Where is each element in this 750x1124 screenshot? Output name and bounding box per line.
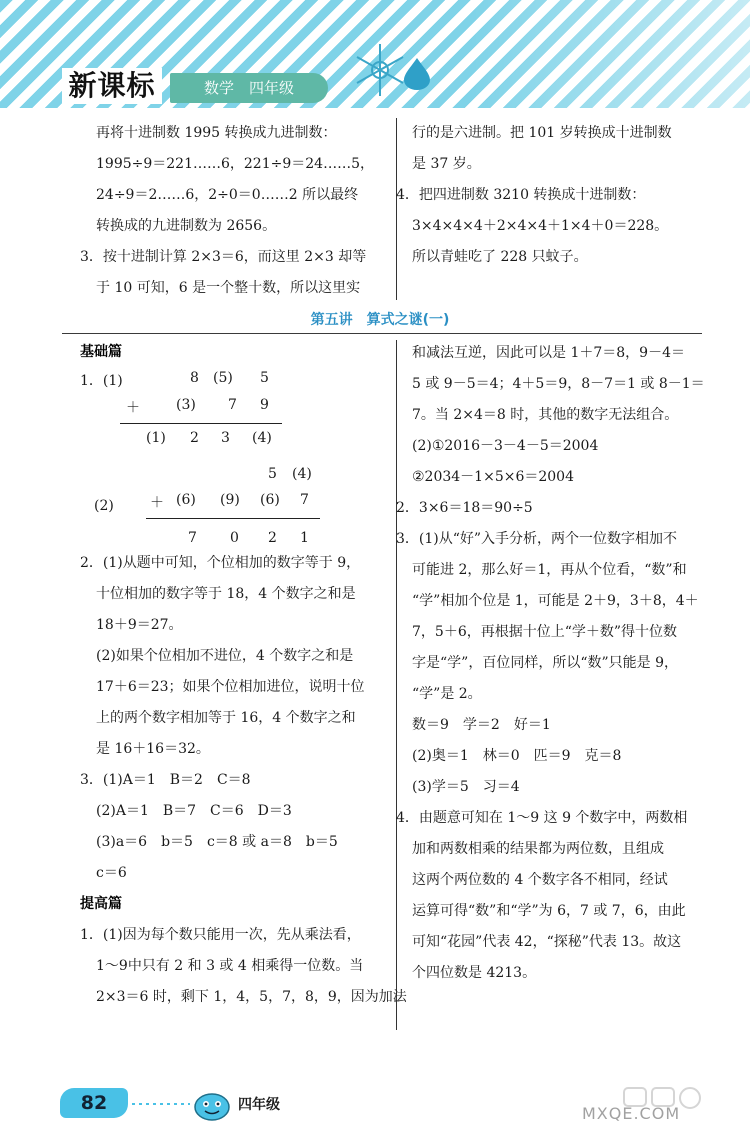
text-line: (2)A＝1 B＝7 C＝6 D＝3 [96, 803, 292, 819]
text-line: 7。当 2×4＝8 时，其他的数字无法组合。 [412, 407, 679, 423]
sum-rule [120, 423, 282, 424]
text-line: 2．(1)从题中可知，个位相加的数字等于 9， [80, 555, 361, 571]
footer-dots [132, 1103, 190, 1105]
digit: (1) [146, 430, 166, 446]
text-line: 字是“学”，百位同样，所以“数”只能是 9， [412, 655, 678, 671]
lecture-title: 第五讲 算式之谜(一) [310, 312, 450, 328]
text-line: 行的是六进制。把 101 岁转换成十进制数 [412, 125, 672, 141]
digit: 8 [190, 370, 199, 386]
text-line: c＝6 [96, 865, 127, 881]
text-line: 4．把四进制数 3210 转换成十进制数： [396, 187, 646, 203]
lecture-rule [62, 333, 702, 334]
snowflake-icon [350, 40, 410, 100]
text-line: 18＋9＝27。 [96, 617, 183, 633]
text-line: 加和两数相乘的结果都为两位数，且组成 [412, 841, 664, 857]
text-line: 3．(1)从“好”入手分析，两个一位数字相加不 [396, 531, 678, 547]
text-line: (2)①2016－3－4－5＝2004 [412, 438, 599, 454]
text-line: 3．(1)A＝1 B＝2 C＝8 [80, 772, 251, 788]
digit: 7 [228, 397, 237, 413]
right-main-column [396, 338, 716, 989]
brand-title: 新课标 [62, 68, 162, 104]
text-line: 2×3＝6 时，剩下 1，4，5，7，8，9，因为加法 [96, 989, 407, 1005]
q1-part2-label: (2) [94, 498, 114, 514]
text-line: 3×4×4×4＋2×4×4＋1×4＋0＝228。 [412, 218, 669, 234]
text-line: “学”相加个位是 1，可能是 2＋9，3＋8，4＋ [412, 593, 699, 609]
text-line: 可知“花园”代表 42，“探秘”代表 13。故这 [412, 934, 682, 950]
subject-grade-pill: 数学 四年级 [170, 73, 328, 103]
plus-sign: ＋ [126, 400, 140, 416]
text-line: 17＋6＝23；如果个位相加进位，说明十位 [96, 679, 365, 695]
text-line: 上的两个数字相加等于 16，4 个数字之和 [96, 710, 356, 726]
digit: (4) [292, 466, 312, 482]
digit: 1 [300, 530, 309, 546]
text-line: 1995÷9＝221……6，221÷9＝24……5， [96, 156, 374, 172]
text-line: ②2034－1×5×6＝2004 [412, 469, 574, 485]
text-line: 7，5＋6，再根据十位上“学＋数”得十位数 [412, 624, 678, 640]
text-line: 数＝9 学＝2 好＝1 [412, 717, 551, 733]
text-line: 十位相加的数字等于 18，4 个数字之和是 [96, 586, 356, 602]
digit: 2 [268, 530, 277, 546]
advanced-heading: 提高篇 [80, 896, 122, 912]
text-line: 这两个两位数的 4 个数字各不相同，经试 [412, 872, 668, 888]
text-line: 1．(1)因为每个数只能用一次，先从乘法看， [80, 927, 361, 943]
digit: (6) [176, 492, 196, 508]
digit: 5 [260, 370, 269, 386]
digit: 9 [260, 397, 269, 413]
text-line: (2)奥＝1 林＝0 匹＝9 克＝8 [412, 748, 622, 764]
digit: (9) [220, 492, 240, 508]
digit: (5) [213, 370, 233, 386]
page-number-badge: 82 [60, 1088, 128, 1118]
text-line: 转换成的九进制数为 2656。 [96, 218, 277, 234]
digit: (6) [260, 492, 280, 508]
digit: 0 [230, 530, 239, 546]
left-advanced [80, 920, 407, 1013]
sum-rule [146, 518, 320, 519]
digit: 3 [221, 430, 230, 446]
text-line: “学”是 2。 [412, 686, 482, 702]
text-line: 个四位数是 4213。 [412, 965, 537, 981]
text-line: 4．由题意可知在 1～9 这 9 个数字中，两数相 [396, 810, 688, 826]
footer-grade: 四年级 [238, 1097, 280, 1113]
text-line: (3)学＝5 习＝4 [412, 779, 520, 795]
digit: (3) [176, 397, 196, 413]
text-line: 再将十进制数 1995 转换成九进制数： [96, 125, 337, 141]
watermark-text: MXQE.COM [582, 1104, 681, 1123]
digit: (4) [252, 430, 272, 446]
plus-sign: ＋ [150, 495, 164, 511]
text-line: (2)如果个位相加不进位，4 个数字之和是 [96, 648, 354, 664]
digit: 2 [190, 430, 199, 446]
text-line: 2．3×6＝18＝90÷5 [396, 500, 533, 516]
digit: 7 [188, 530, 197, 546]
text-line: 于 10 可知，6 是一个整十数，所以这里实 [96, 280, 361, 296]
text-line: 1～9中只有 2 和 3 或 4 相乘得一位数。当 [96, 958, 364, 974]
text-line: 所以青蛙吃了 228 只蚊子。 [412, 249, 588, 265]
text-line: 和减法互逆，因此可以是 1＋7＝8，9－4＝ [412, 345, 685, 361]
q1-vertical-addition [80, 370, 390, 530]
digit: 5 [268, 466, 277, 482]
q1-label: 1．(1) [80, 373, 123, 389]
text-line: 运算可得“数”和“学”为 6，7 或 7，6，由此 [412, 903, 686, 919]
header-fade [470, 0, 750, 108]
text-line: 24÷9＝2……6，2÷0＝0……2 所以最终 [96, 187, 359, 203]
top-left-column [80, 118, 390, 304]
left-answers [80, 548, 390, 889]
digit: 7 [300, 492, 309, 508]
mascot-icon [192, 1088, 232, 1122]
top-right-column [396, 118, 716, 273]
text-line: 5 或 9－5＝4；4＋5＝9，8－7＝1 或 8－1＝ [412, 376, 705, 392]
basic-heading: 基础篇 [80, 344, 122, 360]
text-line: 是 37 岁。 [412, 156, 481, 172]
droplet-icon [402, 56, 432, 90]
text-line: 是 16＋16＝32。 [96, 741, 210, 757]
text-line: 可能进 2，那么好＝1，再从个位看，“数”和 [412, 562, 687, 578]
text-line: (3)a＝6 b＝5 c＝8 或 a＝8 b＝5 [96, 834, 338, 850]
text-line: 3．按十进制计算 2×3＝6，而这里 2×3 却等 [80, 249, 367, 265]
